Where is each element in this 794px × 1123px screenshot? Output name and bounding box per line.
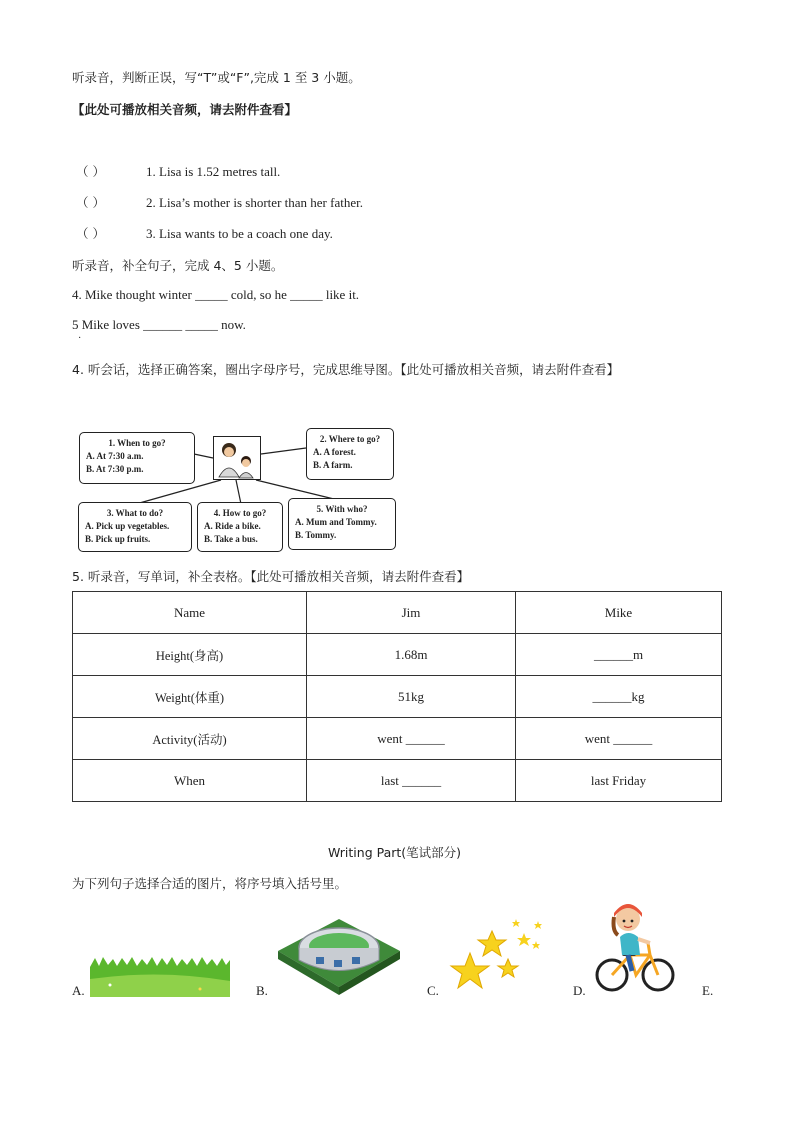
mind-map-box-1 [79, 432, 195, 484]
family-picture [213, 436, 261, 480]
mind-map-box-3 [78, 502, 192, 552]
section3-instruction: 4. 听会话，选择正确答案，圈出字母序号，完成思维导图。【此处可播放相关音频，请去附件查看】 [72, 362, 620, 377]
section4-instruction: 5. 听录音，写单词，补全表格。【此处可播放相关音频，请去附件查看】 [72, 569, 470, 584]
people-icon [214, 437, 260, 479]
info-table [72, 591, 722, 802]
grass-field-image [90, 955, 230, 997]
tf-item-text: 3. Lisa wants to be a coach one day. [146, 226, 333, 241]
answer-bracket[interactable]: （ ） [76, 195, 105, 210]
table-cell: 51kg [307, 676, 516, 718]
table-cell-blank[interactable]: went ______ [307, 718, 516, 760]
table-cell: When [73, 760, 307, 802]
table-cell: Activity(活动) [73, 718, 307, 760]
box-question: 1. When to go? [108, 438, 166, 448]
audio-note: 【此处可播放相关音频，请去附件查看】 [72, 102, 298, 117]
box-question: 2. Where to go? [319, 434, 381, 444]
stars-image [446, 911, 550, 995]
table-row [73, 760, 722, 802]
option-label-d: D. [573, 983, 586, 998]
option-label-c: C. [427, 983, 439, 998]
section2-instruction: 听录音，补全句子，完成 4、5 小题。 [72, 258, 284, 273]
mind-map-box-5 [288, 498, 396, 550]
table-header-row [73, 592, 722, 634]
table-row [73, 718, 722, 760]
table-cell: Weight(体重) [73, 676, 307, 718]
option-a[interactable]: A. A forest. [313, 447, 356, 457]
answer-bracket[interactable]: （ ） [76, 226, 105, 241]
tf-item-2 [76, 193, 363, 211]
tf-item-text: 2. Lisa’s mother is shorter than her father. [146, 195, 363, 210]
box-question: 4. How to go? [213, 508, 267, 518]
option-a[interactable]: A. At 7:30 a.m. [86, 451, 144, 461]
table-cell: 1.68m [307, 634, 516, 676]
section1-instruction: 听录音，判断正误，写“T”或“F”,完成 1 至 3 小题。 [72, 70, 361, 85]
fill-item-5: 5 Mike loves ______ _____ now. [72, 317, 246, 332]
picture-options [0, 895, 794, 1005]
mind-map-box-2 [306, 428, 394, 480]
table-cell-blank[interactable]: last ______ [307, 760, 516, 802]
answer-bracket[interactable]: （ ） [76, 164, 105, 179]
girl-cycling-image [592, 897, 676, 997]
table-cell: last Friday [516, 760, 722, 802]
fill-item-4: 4. Mike thought winter _____ cold, so he _____ like it. [72, 287, 360, 302]
mind-map-box-4 [197, 502, 283, 552]
option-b[interactable]: B. Pick up fruits. [85, 534, 151, 544]
stadium-image [276, 915, 402, 995]
table-row [73, 676, 722, 718]
option-b[interactable]: B. A farm. [313, 460, 353, 470]
box-question: 3. What to do? [106, 508, 164, 518]
table-cell-blank[interactable]: ______kg [516, 676, 722, 718]
writing-instruction: 为下列句子选择合适的图片，将序号填入括号里。 [72, 876, 348, 891]
option-label-b: B. [256, 983, 268, 998]
option-b[interactable]: B. At 7:30 p.m. [86, 464, 144, 474]
option-a[interactable]: A. Mum and Tommy. [295, 517, 377, 527]
tf-item-text: 1. Lisa is 1.52 metres tall. [146, 164, 281, 179]
option-label-e: E. [702, 983, 714, 998]
table-cell-blank[interactable]: ______m [516, 634, 722, 676]
option-b[interactable]: B. Tommy. [295, 530, 337, 540]
table-header-cell: Mike [516, 592, 722, 634]
table-cell: Height(身高) [73, 634, 307, 676]
tf-item-3 [76, 224, 333, 242]
box-question: 5. With who? [316, 504, 368, 514]
option-a[interactable]: A. Ride a bike. [204, 521, 261, 531]
table-row [73, 634, 722, 676]
table-cell-blank[interactable]: went ______ [516, 718, 722, 760]
option-b[interactable]: B. Take a bus. [204, 534, 258, 544]
table-header-cell: Name [73, 592, 307, 634]
option-a[interactable]: A. Pick up vegetables. [85, 521, 170, 531]
table-header-cell: Jim [307, 592, 516, 634]
writing-title: Writing Part(笔试部分) [328, 845, 462, 860]
stray-mark: · [78, 333, 82, 344]
mind-map [76, 424, 406, 554]
option-label-a: A. [72, 983, 85, 998]
tf-item-1 [76, 162, 280, 180]
